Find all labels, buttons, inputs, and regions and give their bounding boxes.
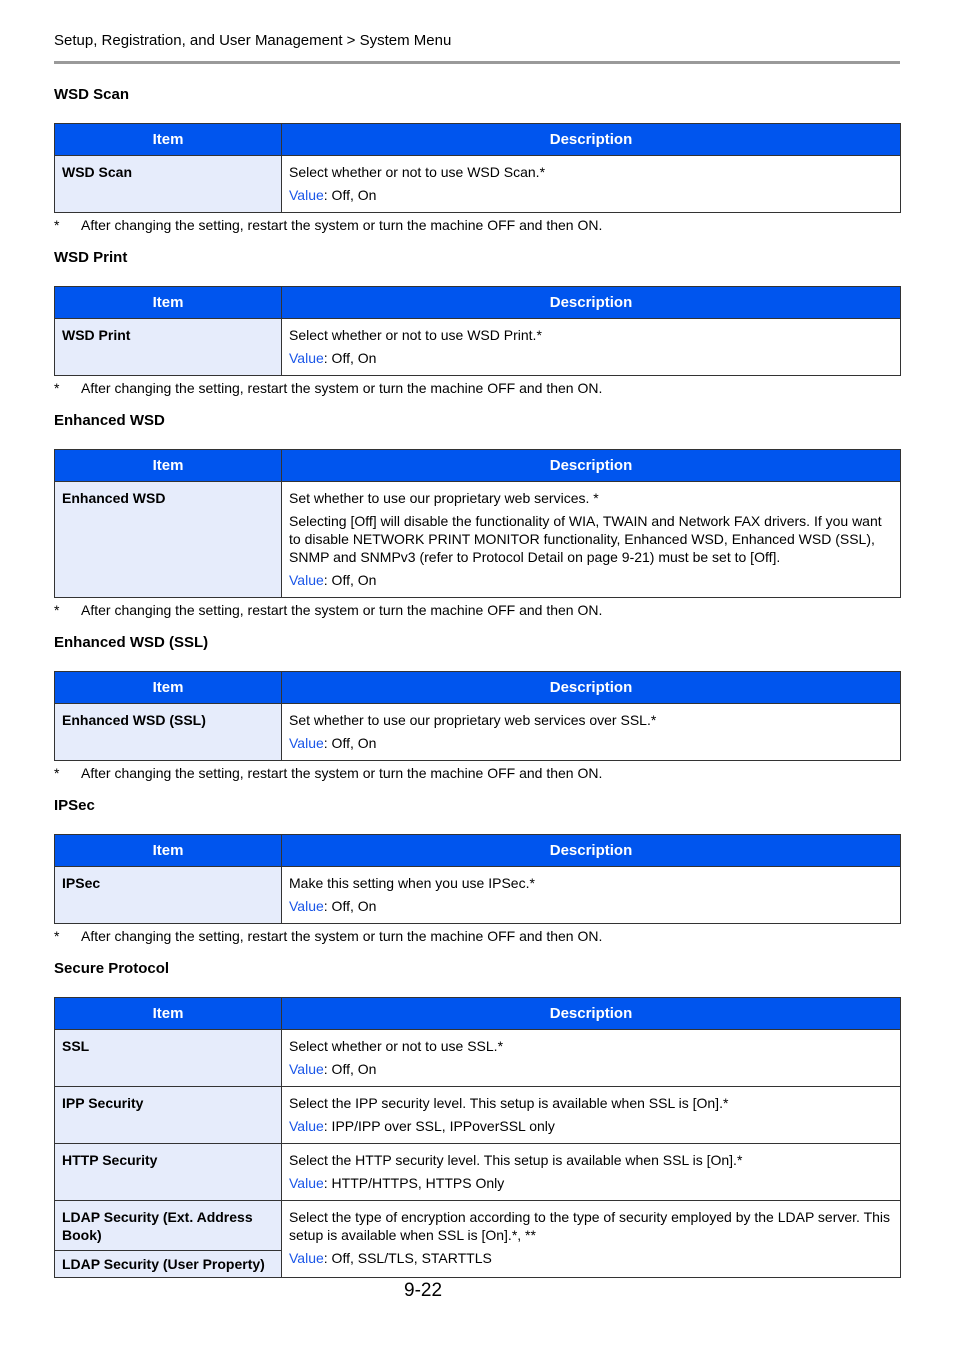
description-text: Make this setting when you use IPSec.* bbox=[289, 875, 535, 891]
value-label: Value bbox=[289, 1061, 324, 1077]
table-header-row bbox=[55, 124, 901, 156]
value-line bbox=[289, 897, 893, 915]
table-row bbox=[55, 867, 901, 924]
table-header-row bbox=[55, 835, 901, 867]
description-cell bbox=[282, 156, 901, 213]
value-label: Value bbox=[289, 187, 324, 203]
description-text: Select whether or not to use WSD Print.* bbox=[289, 327, 542, 343]
column-header-description: Description bbox=[282, 450, 901, 482]
breadcrumb: Setup, Registration, and User Management > System Menu bbox=[54, 32, 452, 49]
section-title: Secure Protocol bbox=[54, 960, 170, 977]
settings-table bbox=[54, 449, 901, 598]
settings-table bbox=[54, 123, 901, 213]
description-cell bbox=[282, 1201, 901, 1278]
value-line bbox=[289, 1249, 893, 1267]
description-text: Select whether or not to use SSL.* bbox=[289, 1038, 504, 1054]
item-cell: HTTP Security bbox=[55, 1144, 282, 1201]
description-text: Select whether or not to use WSD Scan.* bbox=[289, 164, 546, 180]
item-cell: SSL bbox=[55, 1030, 282, 1087]
value-line bbox=[289, 734, 893, 752]
value-label: Value bbox=[289, 1175, 324, 1191]
description-text: Set whether to use our proprietary web services over SSL.* bbox=[289, 712, 657, 728]
settings-table bbox=[54, 834, 901, 924]
column-header-description: Description bbox=[282, 835, 901, 867]
description-cell bbox=[282, 319, 901, 376]
footnote bbox=[54, 215, 900, 235]
section-title: WSD Scan bbox=[54, 86, 130, 103]
table-row bbox=[55, 1087, 901, 1144]
settings-table bbox=[54, 286, 901, 376]
value-line bbox=[289, 1174, 893, 1192]
value-label: Value bbox=[289, 898, 324, 914]
footnote-marker: * bbox=[54, 602, 60, 618]
table-header-row bbox=[55, 998, 901, 1030]
table-row bbox=[55, 704, 901, 761]
table-header-row bbox=[55, 450, 901, 482]
value-label: Value bbox=[289, 1118, 324, 1134]
description-cell bbox=[282, 1087, 901, 1144]
value-options: : HTTP/HTTPS, HTTPS Only bbox=[323, 1175, 505, 1191]
table-row bbox=[55, 1030, 901, 1087]
table-row bbox=[55, 319, 901, 376]
footnote-marker: * bbox=[54, 217, 60, 233]
description-text: Select the HTTP security level. This setup is available when SSL is [On].* bbox=[289, 1152, 743, 1168]
item-cell: IPSec bbox=[55, 867, 282, 924]
value-options: : Off, On bbox=[323, 572, 377, 588]
header-rule bbox=[54, 61, 900, 64]
table-row bbox=[55, 1201, 901, 1251]
footnote-marker: * bbox=[54, 928, 60, 944]
item-cell: IPP Security bbox=[55, 1087, 282, 1144]
footnote bbox=[54, 926, 900, 946]
value-label: Value bbox=[289, 1250, 324, 1266]
column-header-description: Description bbox=[282, 287, 901, 319]
value-line bbox=[289, 349, 893, 367]
footnote-text: After changing the setting, restart the system or turn the machine OFF and then ON. bbox=[81, 765, 603, 781]
column-header-description: Description bbox=[282, 672, 901, 704]
footnote-text: After changing the setting, restart the system or turn the machine OFF and then ON. bbox=[81, 928, 603, 944]
footnote-text: After changing the setting, restart the system or turn the machine OFF and then ON. bbox=[81, 602, 603, 618]
item-cell: LDAP Security (User Property) bbox=[55, 1251, 282, 1278]
value-line bbox=[289, 1117, 893, 1135]
settings-table bbox=[54, 997, 901, 1278]
column-header-description: Description bbox=[282, 998, 901, 1030]
footnote-marker: * bbox=[54, 380, 60, 396]
footnote-marker: * bbox=[54, 765, 60, 781]
description-cell bbox=[282, 1030, 901, 1087]
footnote-text: After changing the setting, restart the system or turn the machine OFF and then ON. bbox=[81, 380, 603, 396]
value-options: : Off, On bbox=[323, 350, 377, 366]
value-line bbox=[289, 1060, 893, 1078]
item-cell: WSD Print bbox=[55, 319, 282, 376]
value-label: Value bbox=[289, 735, 324, 751]
description-cell bbox=[282, 704, 901, 761]
value-options: : Off, SSL/TLS, STARTTLS bbox=[323, 1250, 492, 1266]
table-row bbox=[55, 1144, 901, 1201]
item-cell: Enhanced WSD bbox=[55, 482, 282, 598]
footnote-text: After changing the setting, restart the system or turn the machine OFF and then ON. bbox=[81, 217, 603, 233]
column-header-item: Item bbox=[55, 287, 282, 319]
column-header-item: Item bbox=[55, 998, 282, 1030]
item-cell: WSD Scan bbox=[55, 156, 282, 213]
section-title: Enhanced WSD bbox=[54, 412, 165, 429]
table-header-row bbox=[55, 287, 901, 319]
table-row bbox=[55, 156, 901, 213]
column-header-description: Description bbox=[282, 124, 901, 156]
description-cell bbox=[282, 867, 901, 924]
item-cell: LDAP Security (Ext. Address Book) bbox=[55, 1201, 282, 1251]
description-text: Select the IPP security level. This setup is available when SSL is [On].* bbox=[289, 1095, 729, 1111]
settings-table bbox=[54, 671, 901, 761]
value-label: Value bbox=[289, 350, 324, 366]
value-options: : Off, On bbox=[323, 1061, 377, 1077]
column-header-item: Item bbox=[55, 672, 282, 704]
footnote bbox=[54, 763, 900, 783]
section-title: WSD Print bbox=[54, 249, 128, 266]
column-header-item: Item bbox=[55, 450, 282, 482]
description-cell bbox=[282, 1144, 901, 1201]
description-text: Select the type of encryption according to the type of security employed by the LDAP server. This setup is available when SSL is [On].*, ** bbox=[289, 1209, 891, 1243]
item-cell: Enhanced WSD (SSL) bbox=[55, 704, 282, 761]
value-line bbox=[289, 571, 893, 589]
column-header-item: Item bbox=[55, 835, 282, 867]
table-row bbox=[55, 482, 901, 598]
value-line bbox=[289, 186, 893, 204]
section-title: Enhanced WSD (SSL) bbox=[54, 634, 209, 651]
value-options: : Off, On bbox=[323, 735, 377, 751]
description-text: Set whether to use our proprietary web services. * bbox=[289, 490, 599, 506]
table-header-row bbox=[55, 672, 901, 704]
description-text: Selecting [Off] will disable the functionality of WIA, TWAIN and Network FAX drivers. If you want to disable NETWORK PRINT MONITOR functionality, Enhanced WSD, Enhanced WSD (SSL), SNMP and SNMPv3 (refer to Protocol Detail on page 9-21) must be set to [Off]. bbox=[289, 513, 882, 565]
footnote bbox=[54, 378, 900, 398]
content bbox=[54, 86, 900, 1278]
footnote bbox=[54, 600, 900, 620]
section-title: IPSec bbox=[54, 797, 95, 814]
value-options: : Off, On bbox=[323, 187, 377, 203]
value-label: Value bbox=[289, 572, 324, 588]
description-cell bbox=[282, 482, 901, 598]
page-number: 9-22 bbox=[404, 1280, 443, 1301]
value-options: : Off, On bbox=[323, 898, 377, 914]
value-options: : IPP/IPP over SSL, IPPoverSSL only bbox=[323, 1118, 555, 1134]
column-header-item: Item bbox=[55, 124, 282, 156]
